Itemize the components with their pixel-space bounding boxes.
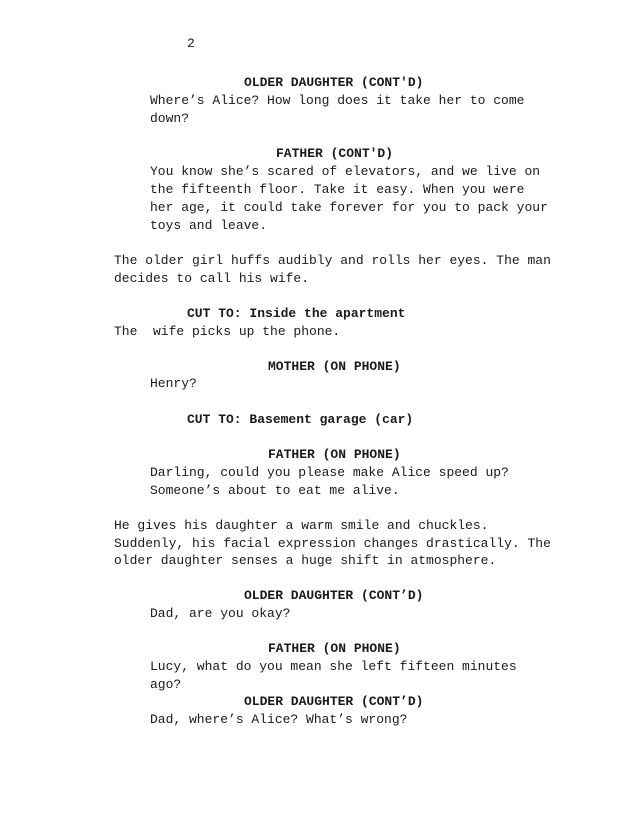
dialogue-line: Dad, where’s Alice? What’s wrong? xyxy=(150,712,408,727)
dialogue-line: Darling, could you please make Alice speed up? xyxy=(150,465,509,480)
dialogue-line: Henry? xyxy=(150,376,197,391)
character-cue: MOTHER (ON PHONE) xyxy=(268,359,401,374)
dialogue-line: the fifteenth floor. Take it easy. When you were xyxy=(150,182,525,197)
dialogue-line: Where’s Alice? How long does it take her to come xyxy=(150,93,525,108)
page-number: 2 xyxy=(187,36,195,51)
dialogue-line: down? xyxy=(150,111,190,126)
character-cue: OLDER DAUGHTER (CONT’D) xyxy=(244,694,424,709)
character-cue: OLDER DAUGHTER (CONT'D) xyxy=(244,75,424,90)
dialogue-line: her age, it could take forever for you to pack your xyxy=(150,200,548,215)
action-line: Suddenly, his facial expression changes drastically. The xyxy=(114,536,551,551)
character-cue: FATHER (ON PHONE) xyxy=(268,447,401,462)
action-line: The wife picks up the phone. xyxy=(114,324,341,339)
dialogue-line: Lucy, what do you mean she left fifteen minutes xyxy=(150,659,517,674)
dialogue-line: ago? xyxy=(150,677,182,692)
character-cue: FATHER (CONT'D) xyxy=(276,146,394,161)
character-cue: FATHER (ON PHONE) xyxy=(268,641,401,656)
action-line: He gives his daughter a warm smile and chuckles. xyxy=(114,518,489,533)
action-line: decides to call his wife. xyxy=(114,271,310,286)
action-line: older daughter senses a huge shift in atmosphere. xyxy=(114,553,497,568)
character-cue: OLDER DAUGHTER (CONT’D) xyxy=(244,588,424,603)
action-line: The older girl huffs audibly and rolls her eyes. The man xyxy=(114,253,551,268)
dialogue-line: toys and leave. xyxy=(150,218,268,233)
dialogue-line: Dad, are you okay? xyxy=(150,606,291,621)
dialogue-line: Someone’s about to eat me alive. xyxy=(150,483,400,498)
transition: CUT TO: Inside the apartment xyxy=(187,306,406,321)
transition: CUT TO: Basement garage (car) xyxy=(187,412,414,427)
dialogue-line: You know she’s scared of elevators, and we live on xyxy=(150,164,541,179)
